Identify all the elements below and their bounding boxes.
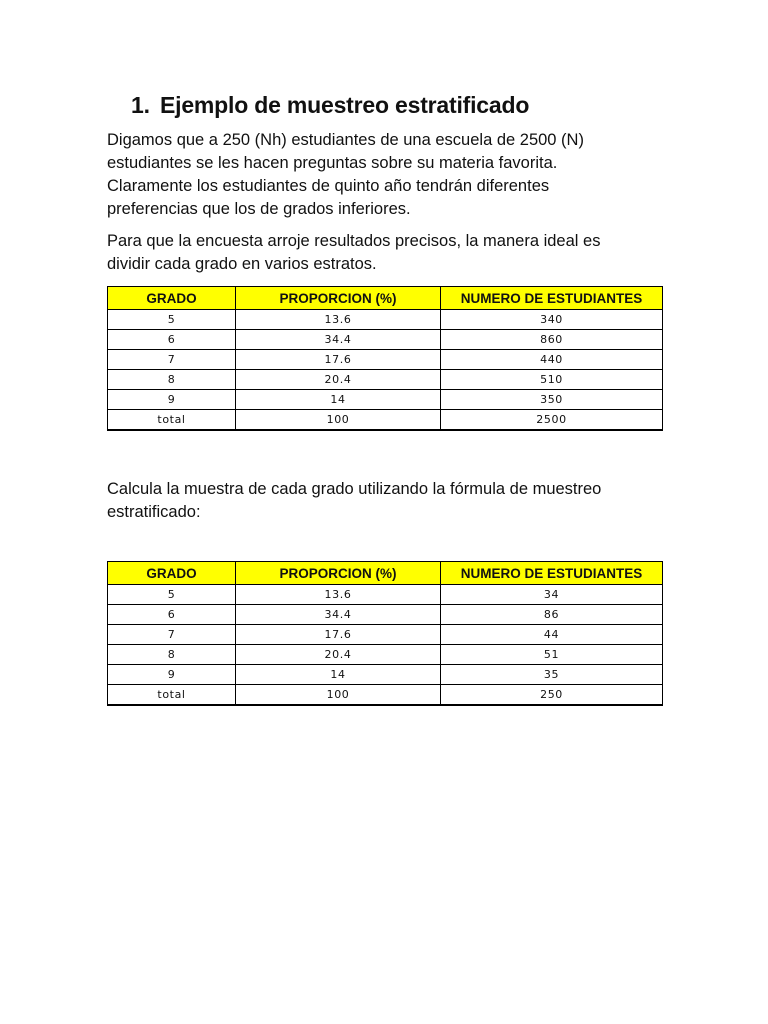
- intro-line: Claramente los estudiantes de quinto año tendrán diferentes: [107, 177, 550, 195]
- cell-grado: 6: [108, 330, 236, 350]
- section-heading: [131, 88, 691, 122]
- cell-grado: 9: [108, 390, 236, 410]
- cell-proporcion: 13.6: [236, 310, 441, 330]
- cell-numero: 340: [441, 310, 663, 330]
- sample-table: [107, 561, 663, 706]
- purpose-line: dividir cada grado en varios estratos.: [107, 255, 377, 273]
- cell-proporcion: 17.6: [236, 625, 441, 645]
- cell-numero: 250: [441, 685, 663, 706]
- column-header-numero: NUMERO DE ESTUDIANTES: [441, 287, 663, 310]
- cell-grado: 7: [108, 350, 236, 370]
- cell-proporcion: 14: [236, 665, 441, 685]
- instruction-line: Calcula la muestra de cada grado utilizando la fórmula de muestreo: [107, 480, 602, 498]
- cell-numero: 2500: [441, 410, 663, 431]
- table-total-row: [108, 410, 663, 431]
- section-title: Ejemplo de muestreo estratificado: [160, 92, 530, 118]
- cell-numero: 51: [441, 645, 663, 665]
- cell-grado: 5: [108, 310, 236, 330]
- section-number: 1.: [131, 92, 150, 118]
- table-row: [108, 645, 663, 665]
- column-header-proporcion: PROPORCION (%): [236, 562, 441, 585]
- cell-proporcion: 17.6: [236, 350, 441, 370]
- cell-grado: 8: [108, 370, 236, 390]
- population-table: [107, 286, 663, 431]
- column-header-proporcion: PROPORCION (%): [236, 287, 441, 310]
- cell-numero: 440: [441, 350, 663, 370]
- instruction-paragraph: [107, 478, 667, 524]
- table-row: [108, 625, 663, 645]
- table-row: [108, 370, 663, 390]
- cell-numero: 350: [441, 390, 663, 410]
- purpose-paragraph: [107, 230, 667, 276]
- cell-grado: total: [108, 410, 236, 431]
- intro-line: estudiantes se les hacen preguntas sobre su materia favorita.: [107, 154, 558, 172]
- column-header-numero: NUMERO DE ESTUDIANTES: [441, 562, 663, 585]
- cell-numero: 34: [441, 585, 663, 605]
- cell-numero: 860: [441, 330, 663, 350]
- intro-line: Digamos que a 250 (Nh) estudiantes de una escuela de 2500 (N): [107, 131, 584, 149]
- intro-paragraph: [107, 129, 667, 221]
- cell-numero: 510: [441, 370, 663, 390]
- cell-grado: 6: [108, 605, 236, 625]
- table-row: [108, 585, 663, 605]
- cell-numero: 86: [441, 605, 663, 625]
- cell-proporcion: 100: [236, 685, 441, 706]
- cell-proporcion: 100: [236, 410, 441, 431]
- cell-proporcion: 34.4: [236, 605, 441, 625]
- table-total-row: [108, 685, 663, 706]
- column-header-grado: GRADO: [108, 287, 236, 310]
- table-row: [108, 605, 663, 625]
- column-header-grado: GRADO: [108, 562, 236, 585]
- cell-proporcion: 20.4: [236, 645, 441, 665]
- cell-grado: total: [108, 685, 236, 706]
- cell-grado: 9: [108, 665, 236, 685]
- cell-proporcion: 20.4: [236, 370, 441, 390]
- table-row: [108, 390, 663, 410]
- instruction-line: estratificado:: [107, 503, 201, 521]
- table-row: [108, 350, 663, 370]
- purpose-line: Para que la encuesta arroje resultados precisos, la manera ideal es: [107, 232, 601, 250]
- cell-proporcion: 13.6: [236, 585, 441, 605]
- cell-grado: 8: [108, 645, 236, 665]
- cell-grado: 5: [108, 585, 236, 605]
- cell-proporcion: 14: [236, 390, 441, 410]
- table-header-row: [108, 287, 663, 310]
- table-header-row: [108, 562, 663, 585]
- intro-line: preferencias que los de grados inferiores.: [107, 200, 411, 218]
- cell-numero: 44: [441, 625, 663, 645]
- table-row: [108, 330, 663, 350]
- cell-proporcion: 34.4: [236, 330, 441, 350]
- table-row: [108, 310, 663, 330]
- cell-grado: 7: [108, 625, 236, 645]
- cell-numero: 35: [441, 665, 663, 685]
- table-row: [108, 665, 663, 685]
